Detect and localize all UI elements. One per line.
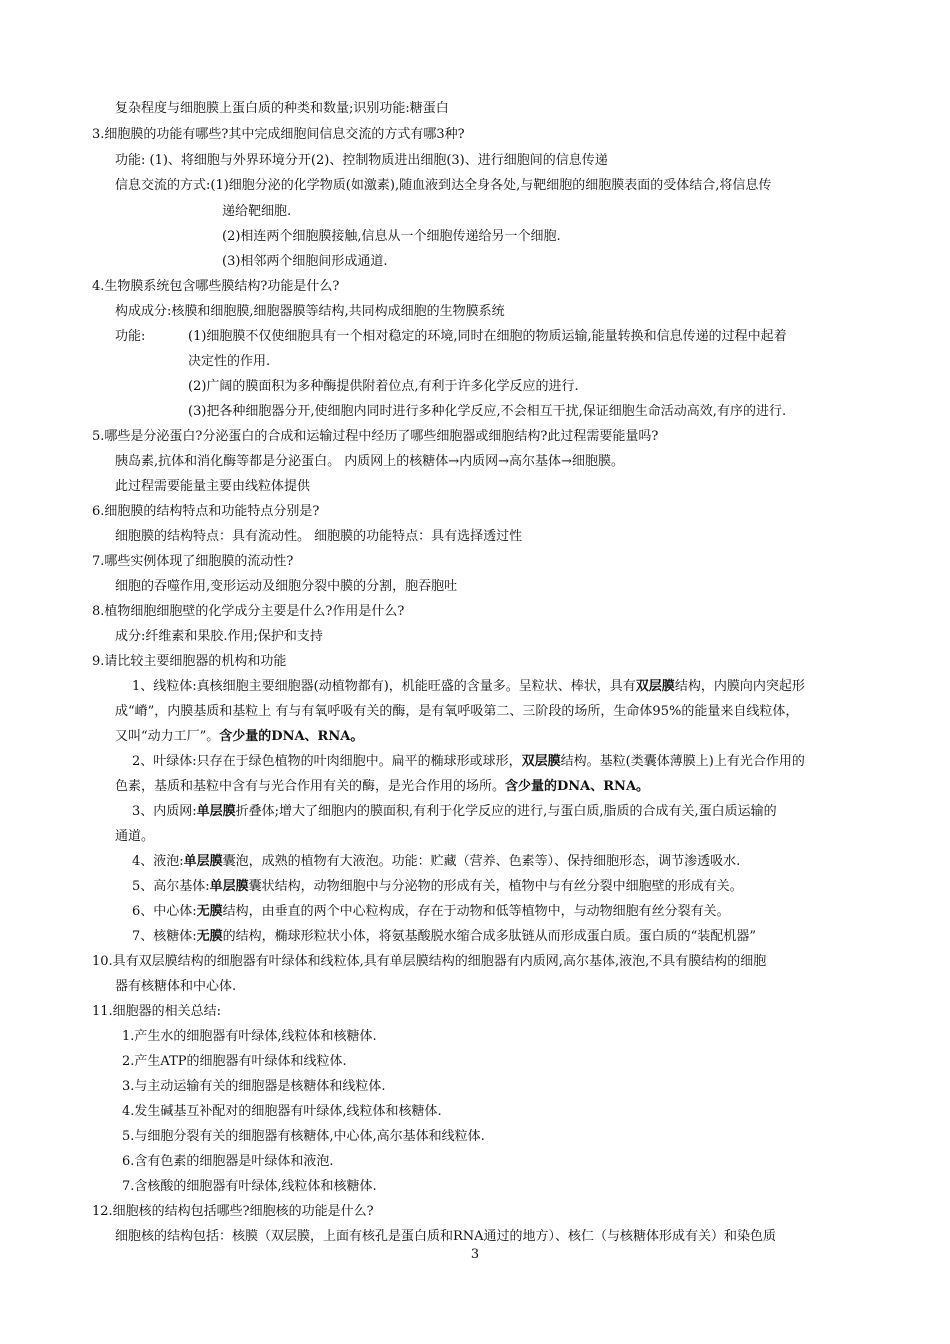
text-line: 细胞的吞噬作用,变形运动及细胞分裂中膜的分割，胞吞胞吐: [115, 579, 458, 594]
text-line: 通道。: [115, 829, 155, 844]
organelle-ribosome: 7、核糖体:无膜的结构，椭球形粒状小体，将氨基酸脱水缩合成多肽链从而形成蛋白质。蛋白质的“装配机器”: [132, 929, 756, 944]
question-5: 5.哪些是分泌蛋白?分泌蛋白的合成和运输过程中经历了哪些细胞器或细胞结构?此过程需要能量吗?: [92, 429, 659, 444]
organelle-golgi: 5、高尔基体:单层膜囊状结构，动物细胞中与分泌物的形成有关，植物中与有丝分裂中细胞壁的形成有关。: [132, 879, 743, 894]
question-8: 8.植物细胞细胞壁的化学成分主要是什么?作用是什么?: [92, 604, 405, 619]
text-line: 信息交流的方式:(1)细胞分泌的化学物质(如激素),随血液到达全身各处,与靶细胞的细胞膜表面的受体结合,将信息传: [115, 178, 772, 193]
text-line: 递给靶细胞.: [222, 204, 292, 219]
text-line: (3)相邻两个细胞间形成通道.: [222, 254, 388, 269]
question-12: 12.细胞核的结构包括哪些?细胞核的功能是什么?: [92, 1204, 374, 1219]
summary-item: 7.含核酸的细胞器有叶绿体,线粒体和核糖体.: [122, 1179, 377, 1194]
organelle-chloroplast: 2、叶绿体:只存在于绿色植物的叶肉细胞中。扁平的椭球形或球形，双层膜结构。基粒(类囊体薄膜上)上有光合作用的: [132, 754, 805, 769]
text-line: 成分:纤维素和果胶.作用;保护和支持: [115, 629, 323, 644]
summary-item: 5.与细胞分裂有关的细胞器有核糖体,中心体,高尔基体和线粒体.: [122, 1129, 485, 1144]
text-line: 此过程需要能量主要由线粒体提供: [115, 479, 311, 494]
text-line: 成“嵴”，内膜基质和基粒上 有与有氧呼吸有关的酶，是有氧呼吸第二、三阶段的场所，生命体95%的能量来自线粒体，: [115, 704, 799, 719]
text-line: (3)把各种细胞器分开,使细胞内同时进行多种化学反应,不会相互干扰,保证细胞生命活动高效,有序的进行.: [188, 404, 787, 419]
text-line: (2)相连两个细胞膜接触,信息从一个细胞传递给另一个细胞.: [222, 229, 561, 244]
question-11: 11.细胞器的相关总结:: [92, 1004, 222, 1019]
text-line: 器有核糖体和中心体.: [115, 979, 237, 994]
organelle-er: 3、内质网:单层膜折叠体;增大了细胞内的膜面积,有利于化学反应的进行,与蛋白质,脂质的合成有关,蛋白质运输的: [132, 804, 777, 819]
text-line: 功能:: [115, 329, 146, 344]
summary-item: 4.发生碱基互补配对的细胞器有叶绿体,线粒体和核糖体.: [122, 1104, 442, 1119]
text-line: (1)细胞膜不仅使细胞具有一个相对稳定的环境,同时在细胞的物质运输,能量转换和信息传递的过程中起着: [188, 329, 787, 344]
summary-item: 2.产生ATP的细胞器有叶绿体和线粒体.: [122, 1054, 347, 1069]
question-6: 6.细胞膜的结构特点和功能特点分别是?: [92, 504, 320, 519]
organelle-mitochondria: 1、线粒体:真核细胞主要细胞器(动植物都有)，机能旺盛的含量多。呈粒状、棒状，具有双层膜结构，内膜向内突起形: [132, 679, 805, 694]
question-10: 10.具有双层膜结构的细胞器有叶绿体和线粒体,具有单层膜结构的细胞器有内质网,高尔基体,液泡,不具有膜结构的细胞: [92, 954, 767, 969]
text-line: 复杂程度与细胞膜上蛋白质的种类和数量;识别功能:糖蛋白: [115, 101, 449, 116]
organelle-centrosome: 6、中心体:无膜结构，由垂直的两个中心粒构成，存在于动物和低等植物中，与动物细胞有丝分裂有关。: [132, 904, 730, 919]
question-7: 7.哪些实例体现了细胞膜的流动性?: [92, 554, 294, 569]
text-line: 胰岛素,抗体和消化酶等都是分泌蛋白。 内质网上的核糖体→内质网→高尔基体→细胞膜。: [115, 454, 624, 469]
text-line: 功能: (1)、将细胞与外界环境分开(2)、控制物质进出细胞(3)、进行细胞间的信息传递: [115, 153, 608, 168]
question-4: 4.生物膜系统包含哪些膜结构?功能是什么?: [92, 279, 340, 294]
question-3: 3.细胞膜的功能有哪些?其中完成细胞间信息交流的方式有哪3种?: [92, 127, 465, 142]
text-line: 细胞膜的结构特点：具有流动性。 细胞膜的功能特点：具有选择透过性: [115, 529, 523, 544]
text-line: 又叫“动力工厂”。含少量的DNA、RNA。: [115, 729, 364, 744]
text-line: (2)广阔的膜面积为多种酶提供附着位点,有利于许多化学反应的进行.: [188, 379, 579, 394]
text-line: 细胞核的结构包括：核膜（双层膜，上面有核孔是蛋白质和RNA通过的地方）、核仁（与核糖体形成有关）和染色质: [115, 1229, 777, 1244]
organelle-vacuole: 4、液泡:单层膜囊泡，成熟的植物有大液泡。功能：贮藏（营养、色素等）、保持细胞形态，调节渗透吸水.: [132, 854, 741, 869]
summary-item: 1.产生水的细胞器有叶绿体,线粒体和核糖体.: [122, 1029, 377, 1044]
text-line: 构成成分:核膜和细胞膜,细胞器膜等结构,共同构成细胞的生物膜系统: [115, 304, 505, 319]
summary-item: 6.含有色素的细胞器是叶绿体和液泡.: [122, 1154, 334, 1169]
question-9: 9.请比较主要细胞器的机构和功能: [92, 654, 287, 669]
summary-item: 3.与主动运输有关的细胞器是核糖体和线粒体.: [122, 1079, 386, 1094]
text-line: 色素，基质和基粒中含有与光合作用有关的酶，是光合作用的场所。含少量的DNA、RNA。: [115, 779, 650, 794]
page-number: 3: [470, 1247, 480, 1262]
text-line: 决定性的作用.: [188, 354, 271, 369]
